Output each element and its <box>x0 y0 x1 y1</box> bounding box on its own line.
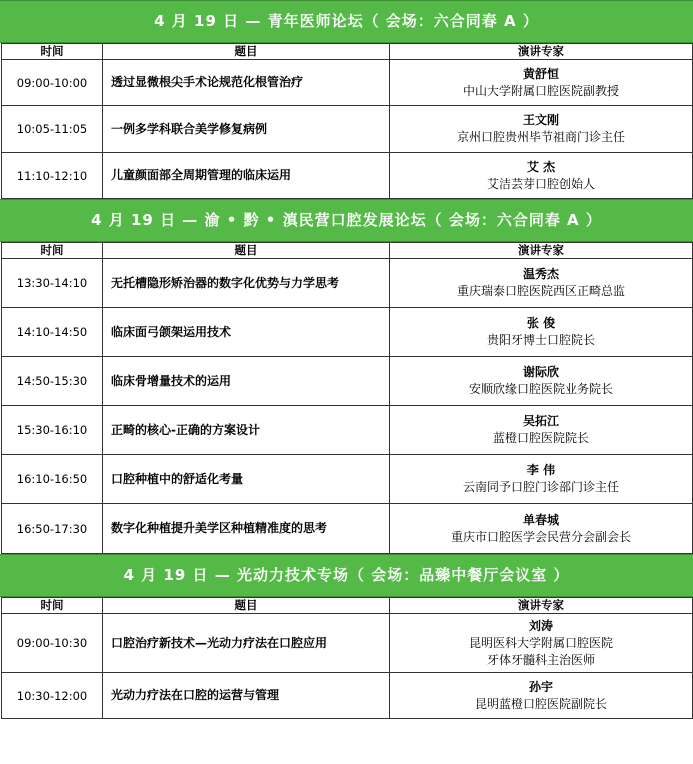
topic-cell: 儿童颜面部全周期管理的临床运用 <box>103 153 390 199</box>
speaker-name: 吴拓江 <box>522 414 559 428</box>
time-cell: 09:00-10:00 <box>2 60 103 106</box>
table-row <box>2 504 693 554</box>
topic-cell: 临床面弓颌架运用技术 <box>103 308 390 357</box>
speaker-title: 重庆瑞泰口腔医院西区正畸总监 <box>456 284 625 298</box>
speaker-cell <box>390 60 693 106</box>
topic-header: 题目 <box>103 598 390 614</box>
schedule-table <box>1 597 693 719</box>
speaker-cell <box>390 259 693 308</box>
time-cell: 16:10-16:50 <box>2 455 103 504</box>
speaker-name: 谢际欣 <box>522 365 559 379</box>
speaker-name: 刘涛 <box>528 618 553 633</box>
speaker-title: 中山大学附属口腔医院副教授 <box>462 83 619 98</box>
table-row <box>2 60 693 106</box>
time-cell: 10:05-11:05 <box>2 106 103 153</box>
topic-cell: 数字化种植提升美学区种植精准度的思考 <box>103 504 390 554</box>
time-cell: 13:30-14:10 <box>2 259 103 308</box>
topic-cell: 临床骨增量技术的运用 <box>103 357 390 406</box>
speaker-name: 艾 杰 <box>526 159 556 174</box>
speaker-name: 温秀杰 <box>522 267 559 281</box>
speaker-cell <box>390 153 693 199</box>
speaker-cell <box>390 406 693 455</box>
topic-cell: 光动力疗法在口腔的运营与管理 <box>103 673 390 719</box>
header-row <box>2 598 693 614</box>
table-row <box>2 673 693 719</box>
speaker-name: 单春城 <box>522 512 559 527</box>
topic-header: 题目 <box>103 243 390 259</box>
speaker-cell <box>390 673 693 719</box>
time-header: 时间 <box>2 44 103 60</box>
speaker-title: 昆明医科大学附属口腔医院 <box>468 635 613 650</box>
speaker-title-line-2: 牙体牙髓科主治医师 <box>486 652 595 667</box>
speaker-title: 京州口腔贵州毕节祖商门诊主任 <box>456 130 625 144</box>
section-private-dental-forum <box>0 199 693 554</box>
speaker-name: 王文刚 <box>522 113 559 127</box>
table-row <box>2 308 693 357</box>
speaker-name: 孙宇 <box>528 679 553 694</box>
speaker-title: 贵阳牙博士口腔院长 <box>486 333 595 347</box>
section-title: 4 月 19 日 — 渝 • 黔 • 滇民营口腔发展论坛（ 会场：六合同春 A ） <box>0 199 693 242</box>
table-row <box>2 614 693 673</box>
speaker-title: 艾洁芸芽口腔创始人 <box>486 176 595 191</box>
time-cell: 14:10-14:50 <box>2 308 103 357</box>
time-cell: 16:50-17:30 <box>2 504 103 554</box>
time-cell: 10:30-12:00 <box>2 673 103 719</box>
section-title: 4 月 19 日 — 青年医师论坛（ 会场：六合同春 A ） <box>0 0 693 43</box>
time-header: 时间 <box>2 243 103 259</box>
speaker-header: 演讲专家 <box>390 243 693 259</box>
table-row <box>2 106 693 153</box>
schedule-table <box>1 43 693 199</box>
topic-cell: 口腔治疗新技术—光动力疗法在口腔应用 <box>103 614 390 673</box>
section-title: 4 月 19 日 — 光动力技术专场（ 会场：品臻中餐厅会议室 ） <box>0 554 693 597</box>
section-photodynamic-session <box>0 554 693 719</box>
speaker-title: 安顺欣缘口腔医院业务院长 <box>468 382 613 396</box>
speaker-cell <box>390 504 693 554</box>
speaker-name: 李 伟 <box>526 463 556 477</box>
speaker-cell <box>390 308 693 357</box>
topic-cell: 无托槽隐形矫治器的数字化优势与力学思考 <box>103 259 390 308</box>
speaker-title: 云南同予口腔门诊部门诊主任 <box>462 480 619 494</box>
speaker-title: 昆明蓝橙口腔医院副院长 <box>474 696 607 711</box>
topic-header: 题目 <box>103 44 390 60</box>
section-youth-forum <box>0 0 693 199</box>
header-row <box>2 243 693 259</box>
speaker-header: 演讲专家 <box>390 598 693 614</box>
speaker-name: 黄舒恒 <box>522 66 559 81</box>
topic-cell: 正畸的核心-正确的方案设计 <box>103 406 390 455</box>
time-cell: 14:50-15:30 <box>2 357 103 406</box>
topic-cell: 一例多学科联合美学修复病例 <box>103 106 390 153</box>
table-row <box>2 259 693 308</box>
topic-cell: 透过显微根尖手术论规范化根管治疗 <box>103 60 390 106</box>
speaker-cell <box>390 455 693 504</box>
speaker-name: 张 俊 <box>526 316 556 330</box>
time-cell: 09:00-10:30 <box>2 614 103 673</box>
time-cell: 11:10-12:10 <box>2 153 103 199</box>
speaker-cell <box>390 357 693 406</box>
table-row <box>2 406 693 455</box>
table-row <box>2 153 693 199</box>
topic-cell: 口腔种植中的舒适化考量 <box>103 455 390 504</box>
time-cell: 15:30-16:10 <box>2 406 103 455</box>
speaker-cell <box>390 614 693 673</box>
table-row <box>2 455 693 504</box>
speaker-title: 蓝橙口腔医院院长 <box>492 431 589 445</box>
header-row <box>2 44 693 60</box>
schedule-table <box>1 242 693 554</box>
speaker-title: 重庆市口腔医学会民营分会副会长 <box>450 529 631 544</box>
time-header: 时间 <box>2 598 103 614</box>
speaker-cell <box>390 106 693 153</box>
speaker-header: 演讲专家 <box>390 44 693 60</box>
table-row <box>2 357 693 406</box>
